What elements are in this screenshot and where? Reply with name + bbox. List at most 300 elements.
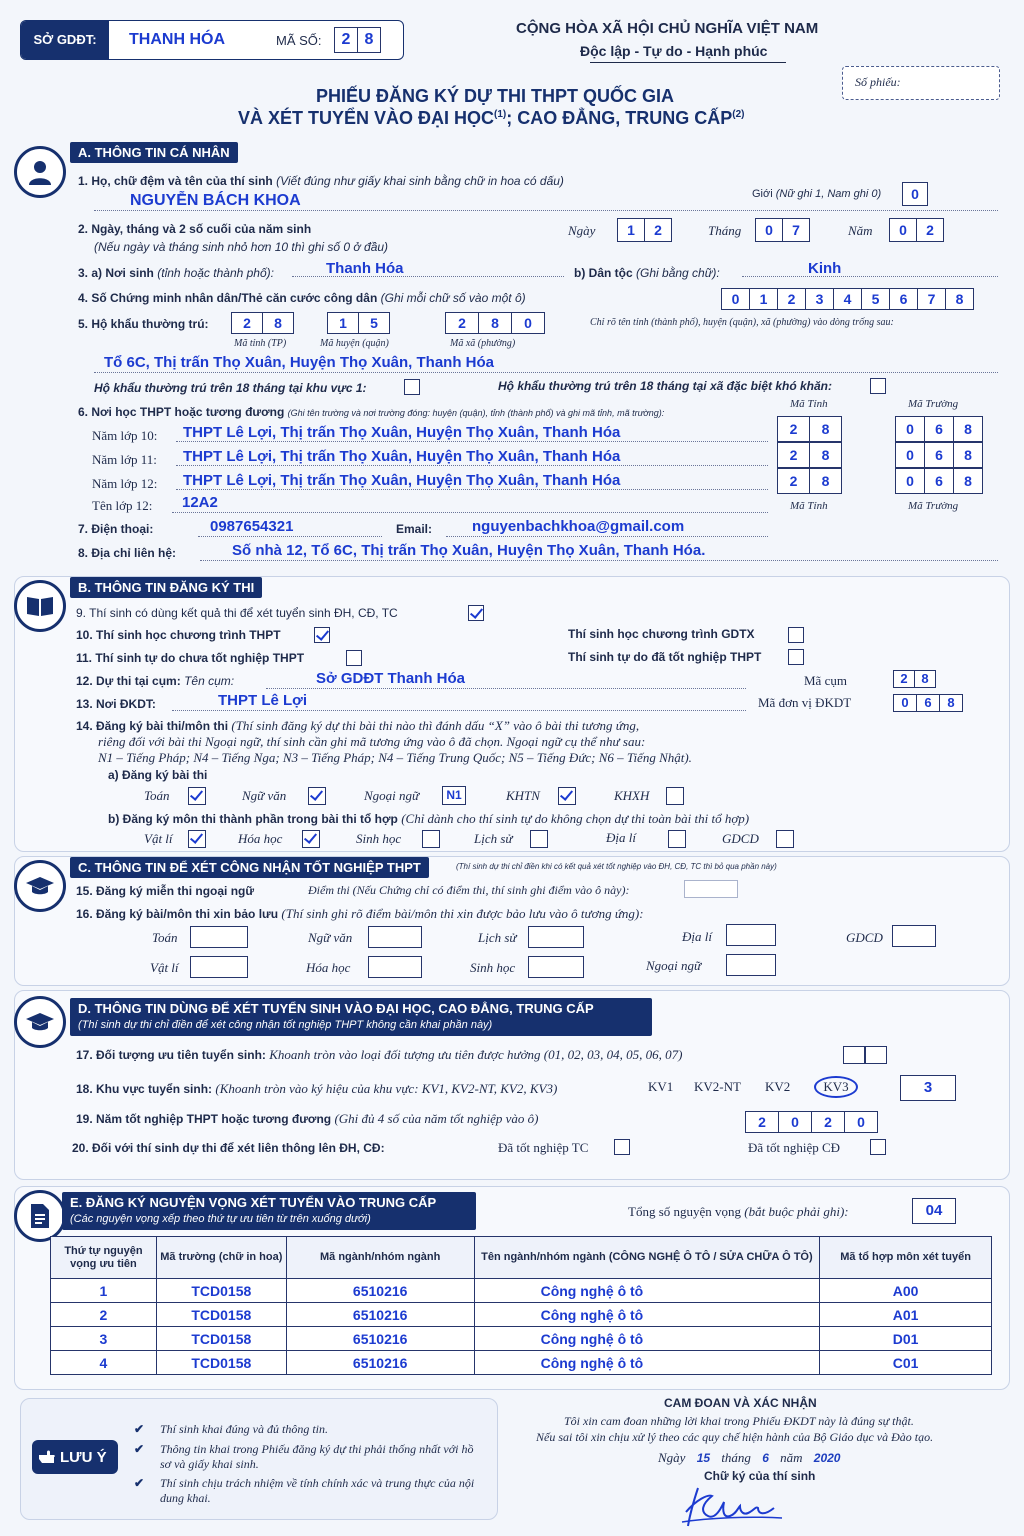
q17-cell[interactable] xyxy=(865,1046,887,1064)
ngu-van-checkbox[interactable] xyxy=(308,787,326,805)
c-sinh-hoc-label: Sinh học xyxy=(470,960,516,975)
nv-school[interactable]: TCD0158 xyxy=(156,1351,286,1375)
q3b-title: b) Dân tộc xyxy=(574,266,633,280)
c-dia-li-label: Địa lí xyxy=(682,929,712,944)
ma-huyen-digit[interactable]: 5 xyxy=(358,312,390,334)
ma-xa-cells xyxy=(446,312,545,334)
school-11-tinh xyxy=(778,442,842,468)
ma-cum-digit[interactable]: 8 xyxy=(914,670,936,688)
ma-huyen-cells xyxy=(328,312,390,334)
cum-value[interactable]: Sở GDĐT Thanh Hóa xyxy=(316,670,465,687)
graduation-cap-icon xyxy=(14,996,66,1048)
q10b-checkbox[interactable] xyxy=(788,627,804,643)
ngoai-ngu-code[interactable]: N1 xyxy=(442,786,466,805)
c-vat-li-label: Vật lí xyxy=(150,960,179,975)
c-sinh-hoc-box[interactable] xyxy=(528,956,584,978)
c-ngu-van-label: Ngữ văn xyxy=(308,930,353,945)
sinh-hoc-label: Sinh học xyxy=(356,831,402,846)
confirm-text-2: Nếu sai tôi xin chịu xử lý theo các quy chế hiện hành của Bộ Giáo dục và Đào tạo. xyxy=(536,1430,934,1444)
nv-col-order: Thứ tự nguyện vọng ưu tiên xyxy=(51,1237,157,1279)
q15-hint: Điểm thi (Nếu Chứng chỉ có điểm thi, thí sinh ghi điểm vào ô này): xyxy=(308,883,630,897)
school-11-truong xyxy=(896,442,983,468)
c-lich-su-label: Lịch sử xyxy=(478,930,517,945)
school-tinh-digit[interactable]: 8 xyxy=(809,468,842,494)
ma-tinh-digit[interactable]: 2 xyxy=(231,312,263,334)
phone-line xyxy=(198,536,382,537)
q3b-hint: (Ghi bằng chữ): xyxy=(636,266,720,280)
q14-hint1: (Thí sinh đăng ký dự thi bài thi nào thì đánh dấu “X” vào ô bài thi tương ứng, xyxy=(231,718,640,733)
nv-combo[interactable]: D01 xyxy=(820,1327,992,1351)
nv-school[interactable]: TCD0158 xyxy=(156,1303,286,1327)
c-ngu-van-box[interactable] xyxy=(368,926,422,948)
nv-major-code[interactable]: 6510216 xyxy=(286,1279,474,1303)
q12-title: 12. Dự thi tại cụm: xyxy=(76,674,181,688)
form-title-sup1: (1) xyxy=(494,109,507,120)
toan-checkbox[interactable] xyxy=(188,787,206,805)
section-d-heading-box xyxy=(70,998,652,1036)
note-label: LƯU Ý xyxy=(60,1448,107,1466)
school-10-label: Năm lớp 10: xyxy=(92,428,158,443)
check-icon: ✔ xyxy=(134,1442,145,1456)
phone-value[interactable]: 0987654321 xyxy=(210,518,294,535)
school-truong-digit[interactable]: 0 xyxy=(895,416,925,442)
school-truong-digit[interactable]: 8 xyxy=(953,416,983,442)
email-label: Email: xyxy=(396,522,433,536)
nam-label: năm xyxy=(780,1450,803,1465)
id-digit[interactable]: 6 xyxy=(889,288,918,310)
gdcd-label: GDCD xyxy=(722,831,759,846)
confirm-title: CAM ĐOAN VÀ XÁC NHẬN xyxy=(664,1396,817,1410)
q4-title: 4. Số Chứng minh nhân dân/Thẻ căn cước công dân xyxy=(78,291,378,305)
q6-hint: (Ghi tên trường và nơi trường đóng: huyện (quận), tỉnh (thành phố) và ghi mã tỉnh, mã trường): xyxy=(287,408,665,418)
nv-order[interactable]: 2 xyxy=(51,1303,157,1327)
table-row xyxy=(51,1303,992,1327)
note-text: Thí sinh khai đúng và đủ thông tin. xyxy=(160,1422,328,1436)
nv-order[interactable]: 1 xyxy=(51,1279,157,1303)
ma-truong-col-top: Mã Trường xyxy=(908,398,959,410)
q1-title: 1. Họ, chữ đệm và tên của thí sinh xyxy=(78,174,273,188)
kv1-option[interactable]: KV1 xyxy=(648,1079,674,1094)
school-truong-digit[interactable]: 8 xyxy=(953,442,983,468)
q2-label: 2. Ngày, tháng và 2 số cuối của năm sinh xyxy=(78,222,312,236)
gender-title: Giới xyxy=(752,188,773,200)
q3b-label xyxy=(574,266,720,280)
nv-major-code[interactable]: 6510216 xyxy=(286,1327,474,1351)
grad-year-digit[interactable]: 2 xyxy=(745,1111,779,1133)
nv-col-school: Mã trường (chữ in hoa) xyxy=(156,1237,286,1279)
nam-value[interactable]: 2020 xyxy=(813,1451,841,1465)
ngay-value[interactable]: 15 xyxy=(696,1451,711,1465)
hoa-hoc-label: Hóa học xyxy=(238,831,283,846)
tc-label: Đã tốt nghiệp TC xyxy=(498,1140,589,1155)
school-12-label: Năm lớp 12: xyxy=(92,476,158,491)
school-truong-digit[interactable]: 0 xyxy=(895,442,925,468)
q18-label xyxy=(76,1081,557,1097)
id-digit[interactable]: 3 xyxy=(805,288,834,310)
nv-combo[interactable]: C01 xyxy=(820,1351,992,1375)
birthplace[interactable]: Thanh Hóa xyxy=(326,260,404,277)
khxh-checkbox[interactable] xyxy=(666,787,684,805)
school-tinh-digit[interactable]: 2 xyxy=(777,416,810,442)
c-ngoai-ngu-box[interactable] xyxy=(726,954,776,976)
note-item-1 xyxy=(134,1422,484,1437)
q12-label xyxy=(76,674,234,688)
ma-tinh-caption: Mã tỉnh (TP) xyxy=(234,338,287,349)
name-line xyxy=(94,210,998,211)
kv1-checkbox[interactable] xyxy=(404,379,420,395)
section-e-heading: E. ĐĂNG KÝ NGUYỆN VỌNG XÉT TUYỂN VÀO TRUNG CẤP xyxy=(70,1195,437,1210)
q18-hint: (Khoanh tròn vào ký hiệu của khu vực: KV1, KV2-NT, KV2, KV3) xyxy=(215,1081,558,1096)
table-row xyxy=(51,1279,992,1303)
note-item-3 xyxy=(134,1476,484,1506)
q17-cells xyxy=(844,1046,887,1064)
q16-hint: (Thí sinh ghi rõ điểm bài/môn thi xin được bảo lưu vào ô tương ứng): xyxy=(281,906,644,921)
sinh-hoc-checkbox[interactable] xyxy=(422,830,440,848)
nv-major-name[interactable]: Công nghệ ô tô xyxy=(474,1327,820,1351)
c-gdcd-box[interactable] xyxy=(892,925,936,947)
q9-label: 9. Thí sinh có dùng kết quả thi để xét tuyển sinh ĐH, CĐ, TC xyxy=(76,606,398,620)
school-tinh-digit[interactable]: 8 xyxy=(809,442,842,468)
day-digit[interactable]: 2 xyxy=(644,218,672,242)
q14b-hint: (Chỉ dành cho thí sinh tự do không chọn dự thi toàn bài thi tổ hợp) xyxy=(401,811,750,826)
grad-year-digit[interactable]: 0 xyxy=(778,1111,812,1133)
nv-col-major-code: Mã ngành/nhóm ngành xyxy=(286,1237,474,1279)
motto: Độc lập - Tự do - Hạnh phúc xyxy=(580,43,768,59)
document-icon xyxy=(14,1190,66,1242)
gender-box[interactable]: 0 xyxy=(902,182,928,206)
school-11-line xyxy=(176,465,768,466)
section-d-heading: D. THÔNG TIN DÙNG ĐỂ XÉT TUYỂN SINH VÀO ĐẠI HỌC, CAO ĐẲNG, TRUNG CẤP xyxy=(78,1001,594,1016)
grad-year-cells xyxy=(746,1111,878,1133)
sign-label: Chữ ký của thí sinh xyxy=(704,1469,816,1483)
dkdt-line xyxy=(172,710,746,711)
q10-checkbox[interactable] xyxy=(314,627,330,643)
khtn-checkbox[interactable] xyxy=(558,787,576,805)
grad-year-digit[interactable]: 0 xyxy=(844,1111,878,1133)
q11-checkbox[interactable] xyxy=(346,650,362,666)
class12-value[interactable]: 12A2 xyxy=(182,494,218,511)
ma-xa-digit[interactable]: 0 xyxy=(511,312,545,334)
dia-li-checkbox[interactable] xyxy=(668,830,686,848)
permanent-address[interactable]: Tổ 6C, Thị trấn Thọ Xuân, Huyện Thọ Xuân, Thanh Hóa xyxy=(104,354,494,371)
ma-dv-digit[interactable]: 6 xyxy=(916,694,940,712)
ma-tinh-cells xyxy=(232,312,294,334)
email-value[interactable]: nguyenbachkhoa@gmail.com xyxy=(472,518,685,535)
q3a-title: 3. a) Nơi sinh xyxy=(78,266,154,280)
lich-su-label: Lịch sử xyxy=(474,831,513,846)
q11b-label: Thí sinh tự do đã tốt nghiệp THPT xyxy=(568,650,762,664)
thang-label: tháng xyxy=(721,1450,751,1465)
school-truong-digit[interactable]: 6 xyxy=(924,442,954,468)
ma-huyen-digit[interactable]: 1 xyxy=(327,312,359,334)
c-toan-label: Toán xyxy=(152,930,178,945)
id-digit[interactable]: 2 xyxy=(777,288,806,310)
cd-checkbox[interactable] xyxy=(870,1139,886,1155)
nv-major-name[interactable]: Công nghệ ô tô xyxy=(474,1279,820,1303)
birthplace-line xyxy=(292,276,564,277)
tc-checkbox[interactable] xyxy=(614,1139,630,1155)
q10-label: 10. Thí sinh học chương trình THPT xyxy=(76,628,281,642)
kv2nt-option[interactable]: KV2-NT xyxy=(694,1079,741,1094)
person-icon xyxy=(14,146,66,198)
book-icon xyxy=(14,580,66,632)
ma-xa-digit[interactable]: 2 xyxy=(445,312,479,334)
vat-li-label: Vật lí xyxy=(144,831,173,846)
q1-label xyxy=(78,174,564,188)
month-digit[interactable]: 7 xyxy=(782,218,810,242)
ngay-label: Ngày xyxy=(658,1450,686,1465)
address-line xyxy=(94,372,998,373)
grad-year-digit[interactable]: 2 xyxy=(811,1111,845,1133)
school-tinh-digit[interactable]: 2 xyxy=(777,442,810,468)
school-tinh-digit[interactable]: 2 xyxy=(777,468,810,494)
so-phieu-label: Số phiếu: xyxy=(855,75,901,89)
contact-address[interactable]: Số nhà 12, Tổ 6C, Thị trấn Thọ Xuân, Huyện Thọ Xuân, Thanh Hóa. xyxy=(232,542,706,559)
table-row xyxy=(51,1327,992,1351)
id-digit[interactable]: 7 xyxy=(917,288,946,310)
id-digit[interactable]: 8 xyxy=(945,288,974,310)
c-hoa-hoc-box[interactable] xyxy=(368,956,422,978)
ngu-van-label: Ngữ văn xyxy=(242,788,287,803)
q10b-label: Thí sinh học chương trình GDTX xyxy=(568,627,755,641)
email-line xyxy=(446,536,768,537)
class12-label: Tên lớp 12: xyxy=(92,498,153,513)
school-10-line xyxy=(176,441,768,442)
gdcd-checkbox[interactable] xyxy=(776,830,794,848)
school-truong-digit[interactable]: 8 xyxy=(953,468,983,494)
q14-title: 14. Đăng ký bài thi/môn thi xyxy=(76,719,229,733)
so-gddt-box xyxy=(20,20,404,60)
kv1-label: Hộ khẩu thường trú trên 18 tháng tại khu vực 1: xyxy=(94,381,367,395)
section-d-note: (Thí sinh dự thi chỉ điền để xét công nhận tốt nghiệp THPT không cần khai phần này) xyxy=(78,1019,493,1031)
ethnicity[interactable]: Kinh xyxy=(808,260,842,277)
q18-title: 18. Khu vực tuyển sinh: xyxy=(76,1082,213,1096)
q2-hint: (Nếu ngày và tháng sinh nhỏ hơn 10 thì ghi số 0 ở đầu) xyxy=(94,240,389,254)
q5-note: Chỉ rõ tên tỉnh (thành phố), huyện (quận), xã (phường) vào dòng trống sau: xyxy=(590,317,894,328)
q16-label xyxy=(76,906,644,922)
school-12-line xyxy=(176,489,768,490)
ma-cum-cells xyxy=(894,670,936,688)
so-phieu-box[interactable] xyxy=(842,66,1000,100)
id-digit[interactable]: 4 xyxy=(833,288,862,310)
nv-order[interactable]: 3 xyxy=(51,1327,157,1351)
graduation-cap-icon xyxy=(14,860,66,912)
q19-hint: (Ghi đủ 4 số của năm tốt nghiệp vào ô) xyxy=(334,1111,539,1126)
lich-su-checkbox[interactable] xyxy=(530,830,548,848)
month-label: Tháng xyxy=(708,223,742,238)
khxh-label: KHXH xyxy=(614,788,650,803)
section-c-heading: C. THÔNG TIN ĐỂ XÉT CÔNG NHẬN TỐT NGHIỆP THPT xyxy=(70,857,429,878)
total-label xyxy=(628,1204,849,1220)
q14b-title: b) Đăng ký môn thi thành phần trong bài thi tổ hợp xyxy=(108,812,398,826)
so-gddt-label: SỞ GDĐT: xyxy=(21,21,109,59)
c-dia-li-box[interactable] xyxy=(726,924,776,946)
school-truong-digit[interactable]: 6 xyxy=(924,416,954,442)
nv-order[interactable]: 4 xyxy=(51,1351,157,1375)
ma-tinh-col-top: Mã Tỉnh xyxy=(790,398,828,410)
section-c-note: (Thí sinh dự thi chỉ điền khi có kết quả xét tốt nghiệp vào ĐH, CĐ, TC thì bỏ qua phần này) xyxy=(456,862,777,871)
q4-label xyxy=(78,291,526,305)
ma-so-digit[interactable]: 8 xyxy=(357,27,381,53)
q4-hint: (Ghi mỗi chữ số vào một ô) xyxy=(380,291,526,305)
note-text: Thông tin khai trong Phiếu đăng ký dự thi phải thống nhất với hồ sơ và giấy khai sinh. xyxy=(160,1442,474,1471)
ma-xa-digit[interactable]: 8 xyxy=(478,312,512,334)
school-10-tinh xyxy=(778,416,842,442)
school-12-truong xyxy=(896,468,983,494)
school-12-name[interactable]: THPT Lê Lợi, Thị trấn Thọ Xuân, Huyện Thọ Xuân, Thanh Hóa xyxy=(183,472,621,489)
gender-hint: (Nữ ghi 1, Nam ghi 0) xyxy=(775,188,882,200)
month-cells xyxy=(756,218,810,242)
note-text: Thí sinh chịu trách nhiệm về tính chính xác và trung thực của nội dung khai. xyxy=(160,1476,475,1505)
nv-col-major-name: Tên ngành/nhóm ngành (CÔNG NGHỆ Ô TÔ / SỬA CHỮA Ô TÔ) xyxy=(474,1237,820,1279)
gender-label xyxy=(752,188,881,200)
candidate-name[interactable]: NGUYỄN BÁCH KHOA xyxy=(130,192,301,209)
q3a-label xyxy=(78,266,274,280)
q17-title: 17. Đối tượng ưu tiên tuyển sinh: xyxy=(76,1048,266,1062)
ngoai-ngu-label: Ngoại ngữ xyxy=(364,788,420,803)
section-a-heading: A. THÔNG TIN CÁ NHÂN xyxy=(70,142,238,163)
c-toan-box[interactable] xyxy=(190,926,248,948)
nv-combo[interactable]: A01 xyxy=(820,1303,992,1327)
id-digit[interactable]: 5 xyxy=(861,288,890,310)
q1-hint: (Viết đúng như giấy khai sinh bằng chữ in hoa có dấu) xyxy=(276,174,564,188)
signature[interactable] xyxy=(678,1482,788,1530)
school-tinh-digit[interactable]: 8 xyxy=(809,416,842,442)
ma-dv-label: Mã đơn vị ĐKDT xyxy=(758,695,852,710)
note-label-box xyxy=(32,1440,118,1474)
q14-label xyxy=(76,718,639,734)
ma-xa-caption: Mã xã (phường) xyxy=(450,338,516,349)
dia-li-label: Địa lí xyxy=(606,830,636,845)
nv-school[interactable]: TCD0158 xyxy=(156,1279,286,1303)
year-cells xyxy=(890,218,944,242)
day-cells xyxy=(618,218,672,242)
form-title-1: PHIẾU ĐĂNG KÝ DỰ THI THPT QUỐC GIA xyxy=(316,86,674,106)
school-truong-digit[interactable]: 0 xyxy=(895,468,925,494)
motto-underline xyxy=(590,62,786,63)
ma-tinh-digit[interactable]: 8 xyxy=(262,312,294,334)
q17-cell[interactable] xyxy=(843,1046,865,1064)
ma-so-digit[interactable]: 2 xyxy=(334,27,358,53)
q15-label: 15. Đăng ký miễn thi ngoại ngữ xyxy=(76,884,255,898)
vat-li-checkbox[interactable] xyxy=(188,830,206,848)
ma-dv-digit[interactable]: 0 xyxy=(893,694,917,712)
c-gdcd-label: GDCD xyxy=(846,930,883,945)
ma-tinh-col-bottom: Mã Tỉnh xyxy=(790,500,828,512)
hand-pointer-icon xyxy=(38,1449,56,1465)
ethnicity-line xyxy=(742,276,998,277)
id-digit[interactable]: 0 xyxy=(721,288,750,310)
q11-label: 11. Thí sinh tự do chưa tốt nghiệp THPT xyxy=(76,651,305,665)
school-truong-digit[interactable]: 6 xyxy=(924,468,954,494)
confirm-date xyxy=(658,1450,840,1466)
form-title-2a: VÀ XÉT TUYỂN VÀO ĐẠI HỌC xyxy=(238,108,495,128)
q7-label: 7. Điện thoại: xyxy=(78,522,154,536)
cum-line xyxy=(266,688,746,689)
q3a-hint: (tỉnh hoặc thành phố): xyxy=(157,266,274,280)
school-12-tinh xyxy=(778,468,842,494)
nv-major-code[interactable]: 6510216 xyxy=(286,1351,474,1375)
ma-truong-col-bottom: Mã Trường xyxy=(908,500,959,512)
q17-label xyxy=(76,1047,682,1063)
kv-code-box[interactable]: 3 xyxy=(900,1075,956,1101)
q9-checkbox[interactable] xyxy=(468,605,484,621)
id-digit[interactable]: 1 xyxy=(749,288,778,310)
ma-so-cells xyxy=(335,27,381,53)
q5-label: 5. Hộ khẩu thường trú: xyxy=(78,317,209,331)
hoa-hoc-checkbox[interactable] xyxy=(302,830,320,848)
day-digit[interactable]: 1 xyxy=(617,218,645,242)
nv-major-name[interactable]: Công nghệ ô tô xyxy=(474,1351,820,1375)
q8-label: 8. Địa chỉ liên hệ: xyxy=(78,546,177,560)
q15-score-box[interactable] xyxy=(684,880,738,898)
table-row xyxy=(51,1351,992,1375)
nv-table xyxy=(50,1236,992,1375)
cd-label: Đã tốt nghiệp CĐ xyxy=(748,1140,841,1155)
q13-label: 13. Nơi ĐKDT: xyxy=(76,697,156,711)
q11b-checkbox[interactable] xyxy=(788,649,804,665)
q17-hint: Khoanh tròn vào loại đối tượng ưu tiên được hưởng (01, 02, 03, 04, 05, 06, 07) xyxy=(269,1047,683,1062)
dbkk-label: Hộ khẩu thường trú trên 18 tháng tại xã đặc biệt khó khăn: xyxy=(498,379,832,393)
ma-huyen-caption: Mã huyện (quận) xyxy=(320,338,389,349)
q14b-label xyxy=(108,811,749,827)
toan-label: Toán xyxy=(144,788,170,803)
dbkk-checkbox[interactable] xyxy=(870,378,886,394)
school-11-name[interactable]: THPT Lê Lợi, Thị trấn Thọ Xuân, Huyện Thọ Xuân, Thanh Hóa xyxy=(183,448,621,465)
thang-value[interactable]: 6 xyxy=(762,1451,769,1465)
note-item-2 xyxy=(134,1442,484,1472)
total-title: Tổng số nguyện vọng xyxy=(628,1204,742,1219)
year-digit[interactable]: 0 xyxy=(889,218,917,242)
c-ngoai-ngu-label: Ngoại ngữ xyxy=(646,958,702,973)
check-icon: ✔ xyxy=(134,1422,145,1436)
c-lich-su-box[interactable] xyxy=(528,926,584,948)
kv2-option[interactable]: KV2 xyxy=(765,1079,791,1094)
so-gddt-value: THANH HÓA xyxy=(129,31,225,48)
kv3-option-selected[interactable]: KV3 xyxy=(814,1076,858,1098)
country-name: CỘNG HÒA XÃ HỘI CHỦ NGHĨA VIỆT NAM xyxy=(516,20,819,37)
total-box[interactable]: 04 xyxy=(912,1198,956,1224)
check-icon: ✔ xyxy=(134,1476,145,1490)
q20-label: 20. Đối với thí sinh dự thi để xét liên thông lên ĐH, CĐ: xyxy=(72,1141,385,1155)
class12-line xyxy=(172,512,768,513)
ma-cum-digit[interactable]: 2 xyxy=(893,670,915,688)
year-digit[interactable]: 2 xyxy=(916,218,944,242)
day-label: Ngày xyxy=(568,223,596,238)
school-10-name[interactable]: THPT Lê Lợi, Thị trấn Thọ Xuân, Huyện Thọ Xuân, Thanh Hóa xyxy=(183,424,621,441)
section-e-note: (Các nguyện vọng xếp theo thứ tự ưu tiên từ trên xuống dưới) xyxy=(70,1213,371,1225)
c-vat-li-box[interactable] xyxy=(190,956,248,978)
ma-cum-label: Mã cụm xyxy=(804,673,847,688)
nv-col-combo: Mã tổ hợp môn xét tuyển xyxy=(820,1237,992,1279)
nv-major-name[interactable]: Công nghệ ô tô xyxy=(474,1303,820,1327)
nv-major-code[interactable]: 6510216 xyxy=(286,1303,474,1327)
q16-title: 16. Đăng ký bài/môn thi xin bảo lưu xyxy=(76,907,279,921)
q19-label xyxy=(76,1111,538,1127)
form-title-sup2: (2) xyxy=(732,109,745,120)
nv-school[interactable]: TCD0158 xyxy=(156,1327,286,1351)
contact-line xyxy=(200,560,998,561)
nv-combo[interactable]: A00 xyxy=(820,1279,992,1303)
month-digit[interactable]: 0 xyxy=(755,218,783,242)
q6-title: 6. Nơi học THPT hoặc tương đương xyxy=(78,405,285,419)
q12-hint: Tên cụm: xyxy=(184,674,235,688)
dkdt-value[interactable]: THPT Lê Lợi xyxy=(218,692,307,709)
q14-hint3: N1 – Tiếng Pháp; N4 – Tiếng Nga; N3 – Tiếng Pháp; N4 – Tiếng Trung Quốc; N5 – Tiếng Đức; N6 – Tiếng Nhật). xyxy=(98,750,692,765)
ma-dv-digit[interactable]: 8 xyxy=(939,694,963,712)
ma-dv-cells xyxy=(894,694,963,712)
khtn-label: KHTN xyxy=(506,788,540,803)
